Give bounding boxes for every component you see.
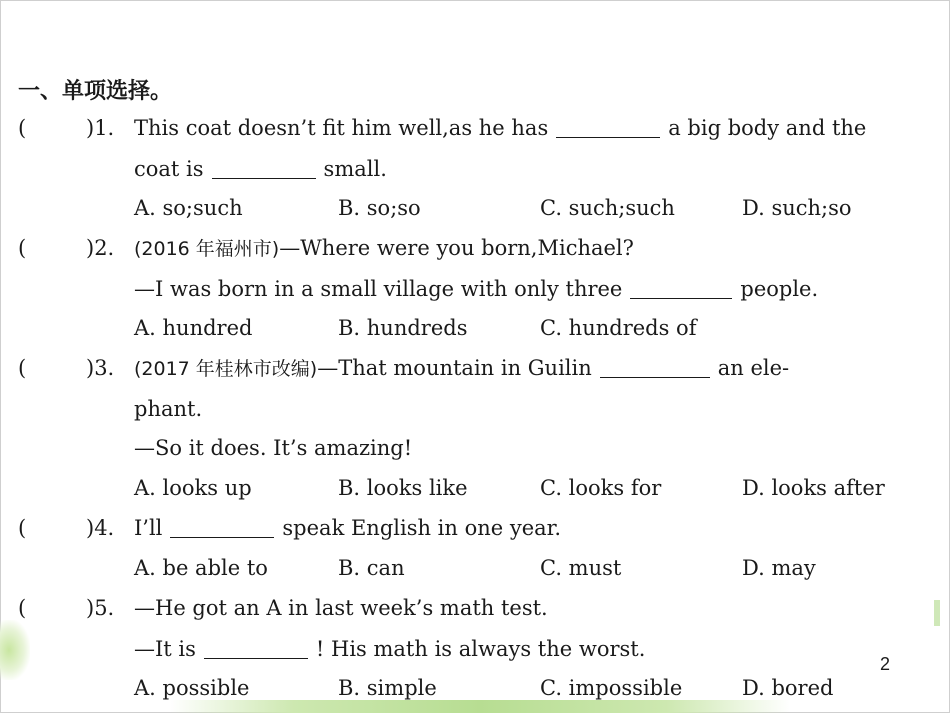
question-source: (2016 年福州市) xyxy=(134,238,280,260)
question-text-line xyxy=(134,233,634,264)
leaf-decoration-left xyxy=(0,620,30,680)
answer-blank xyxy=(556,115,660,138)
answer-paren-open: ( xyxy=(18,236,27,260)
question-text-line: phant. xyxy=(134,397,203,421)
option-b: B. looks like xyxy=(338,476,468,500)
answer-blank xyxy=(212,156,316,179)
option-a: A. be able to xyxy=(134,556,268,580)
question-number: )3. xyxy=(86,356,115,380)
option-c: C. must xyxy=(540,556,622,580)
option-b: B. simple xyxy=(338,676,437,700)
section-title: 一、单项选择。 xyxy=(18,79,173,104)
question-text: —That mountain in Guilin xyxy=(317,356,592,380)
question-text-line xyxy=(134,513,561,543)
question-text: ! His math is always the worst. xyxy=(315,637,646,661)
question-text: This coat doesn’t fit him well,as he has xyxy=(134,116,549,140)
option-b: B. so;so xyxy=(338,196,421,220)
answer-blank xyxy=(630,276,732,299)
answer-blank xyxy=(600,355,710,378)
leaf-decoration-bottom xyxy=(170,700,790,713)
option-a: A. looks up xyxy=(134,476,252,500)
question-text-line xyxy=(134,274,818,304)
answer-blank xyxy=(204,636,308,659)
option-c: C. looks for xyxy=(540,476,662,500)
question-text: a big body and the xyxy=(668,116,867,140)
question-text: people. xyxy=(740,277,819,301)
option-c: C. such;such xyxy=(540,196,675,220)
question-text: I’ll xyxy=(134,516,163,540)
question-text: speak English in one year. xyxy=(282,516,562,540)
option-b: B. can xyxy=(338,556,405,580)
option-c: C. impossible xyxy=(540,676,683,700)
question-source: (2017 年桂林市改编) xyxy=(134,358,318,380)
answer-paren-open: ( xyxy=(18,356,27,380)
answer-paren-open: ( xyxy=(18,596,27,620)
question-text: small. xyxy=(323,157,387,181)
option-a: A. hundred xyxy=(134,316,253,340)
option-d: D. looks after xyxy=(742,476,885,500)
question-text-line: —So it does. It’s amazing! xyxy=(134,436,413,460)
answer-paren-open: ( xyxy=(18,516,27,540)
question-number: )5. xyxy=(86,596,115,620)
question-number: )1. xyxy=(86,116,115,140)
option-a: A. possible xyxy=(134,676,250,700)
question-text: an ele- xyxy=(717,356,790,380)
option-d: D. bored xyxy=(742,676,834,700)
question-text: —I was born in a small village with only three xyxy=(134,277,623,301)
question-text-line xyxy=(134,353,789,384)
question-text-line xyxy=(134,113,866,143)
page-number: 2 xyxy=(880,654,891,674)
question-text: —It is xyxy=(134,637,196,661)
answer-paren-open: ( xyxy=(18,116,27,140)
option-c: C. hundreds of xyxy=(540,316,697,340)
question-text-line xyxy=(134,154,387,184)
question-text: —Where were you born,Michael? xyxy=(279,236,634,260)
option-a: A. so;such xyxy=(134,196,243,220)
question-text-line xyxy=(134,634,645,664)
option-b: B. hundreds xyxy=(338,316,468,340)
answer-blank xyxy=(170,515,274,538)
question-number: )4. xyxy=(86,516,115,540)
question-text: coat is xyxy=(134,157,204,181)
option-d: D. may xyxy=(742,556,816,580)
leaf-decoration-right xyxy=(934,600,940,626)
option-d: D. such;so xyxy=(742,196,852,220)
question-text-line: —He got an A in last week’s math test. xyxy=(134,596,548,620)
question-number: )2. xyxy=(86,236,115,260)
